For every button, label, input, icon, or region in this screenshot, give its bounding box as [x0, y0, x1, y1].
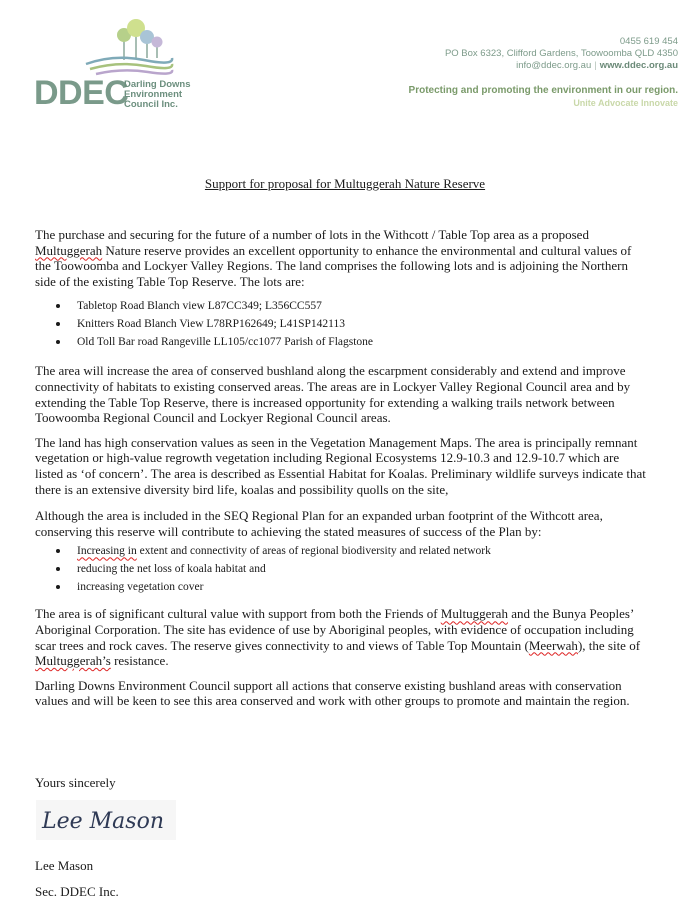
text-span: ), the site of — [577, 637, 641, 653]
list-item: increasing vegetation cover — [35, 578, 650, 596]
phone-number: 0455 619 454 — [619, 36, 678, 47]
org-abbreviation: DDEC — [34, 74, 129, 112]
spellcheck-word: Multuggerah — [440, 606, 508, 622]
text-span: and the Bunya Peoples’ Aboriginal Corporation. The site has evidence of use by Aboriginal peoples, with evidence of occupation including scar trees and rock caves. The reserve gives connectivity to and views of Table Top Mountain ( — [35, 606, 634, 653]
trees-landscape-icon — [84, 18, 174, 76]
motto: Unite Advocate Innovate — [573, 98, 678, 108]
separator: | — [594, 60, 597, 71]
text-span: Nature reserve provides an excellent opportunity to enhance the environmental and cultural values of the Toowoomba and Lockyer Valley Regions. The land comprises the following lots and is adjoining the Northern side of the existing Table Top Reserve. The lots are: — [35, 242, 632, 289]
letter-body — [35, 227, 650, 709]
org-name — [124, 80, 204, 110]
website-link[interactable]: www.ddec.org.au — [599, 60, 678, 71]
list-item: Old Toll Bar road Rangeville LL105/cc1077 Parish of Flagstone — [35, 333, 650, 351]
text-span: The purchase and securing for the future of a number of lots in the Withcott / Table Top area as a proposed — [35, 227, 589, 242]
paragraph-cultural-value — [35, 606, 650, 668]
paragraph-support: Darling Downs Environment Council support all actions that conserve existing bushland areas with conservation values and will be keen to see this area conserved and work with other groups to promote and maintain the region. — [35, 677, 630, 709]
contact-details — [445, 36, 678, 72]
measures-list — [35, 542, 650, 596]
tagline: Protecting and promoting the environment in our region. — [408, 85, 678, 96]
org-name-line: Darling Downs — [124, 79, 191, 90]
spellcheck-word: Increasing in — [77, 545, 137, 558]
list-item — [35, 542, 650, 560]
paragraph-conservation-values: The land has high conservation values as seen in the Vegetation Management Maps. The area is principally remnant vegetation or high-value regrowth vegetation including Regional Ecosystems 12.9-10.3 and 12.9-10.7 which are listed as ‘of concern’. The area is described as Essential Habitat for Koalas. Preliminary wildlife surveys indicate that there is an extensive diversity bird life, koalas and possibility quolls on the site, — [35, 434, 646, 497]
lots-list — [35, 297, 650, 351]
text-span: resistance. — [110, 653, 169, 669]
letter-title-text: Support for proposal for Multuggerah Nature Reserve — [204, 176, 486, 191]
list-item: Knitters Road Blanch View L78RP162649; L41SP142113 — [35, 315, 650, 333]
signer-title: Sec. DDEC Inc. — [35, 884, 119, 899]
paragraph-intro — [35, 227, 650, 289]
spellcheck-word: Multuggerah’s — [35, 653, 111, 669]
org-name-line: Environment — [124, 89, 183, 100]
org-name-line: Council Inc. — [124, 99, 178, 110]
postal-address: PO Box 6323, Clifford Gardens, Toowoomba QLD 4350 — [444, 48, 678, 59]
email-web-line — [445, 60, 678, 72]
tagline-block — [409, 84, 678, 110]
letter-title — [0, 176, 690, 192]
signer-name: Lee Mason — [35, 858, 94, 873]
signature-image — [36, 800, 176, 840]
paragraph-connectivity: The area will increase the area of conserved bushland along the escarpment considerably and extend and improve connectivity of habitats to existing conserved areas. The areas are in Lockyer Valley Regional Council area and by extending the Table Top Reserve, there is increased opportunity for extending a walking trails network between Toowoomba Regional Council and Lockyer Regional Council areas. — [35, 363, 631, 426]
signer-block — [35, 853, 119, 905]
paragraph-regional-plan: Although the area is included in the SEQ Regional Plan for an expanded urban footprint of the Withcott area, conserving this reserve will contribute to achieving the stated measures of success of the Plan by: — [35, 508, 603, 539]
ddec-logo — [34, 18, 194, 110]
spellcheck-word: Meerwah — [528, 637, 578, 653]
email-link[interactable]: info@ddec.org.au — [516, 60, 592, 71]
list-item: reducing the net loss of koala habitat and — [35, 560, 650, 578]
list-item: Tabletop Road Blanch view L87CC349; L356CC557 — [35, 297, 650, 315]
signature-text: Lee Mason — [42, 809, 164, 834]
closing-salutation: Yours sincerely — [35, 775, 116, 790]
text-span: The area is of significant cultural value with support from both the Friends of — [35, 606, 441, 622]
spellcheck-word: Multuggerah — [35, 242, 103, 258]
text-span: extent and connectivity of areas of regional biodiversity and related network — [136, 545, 491, 558]
